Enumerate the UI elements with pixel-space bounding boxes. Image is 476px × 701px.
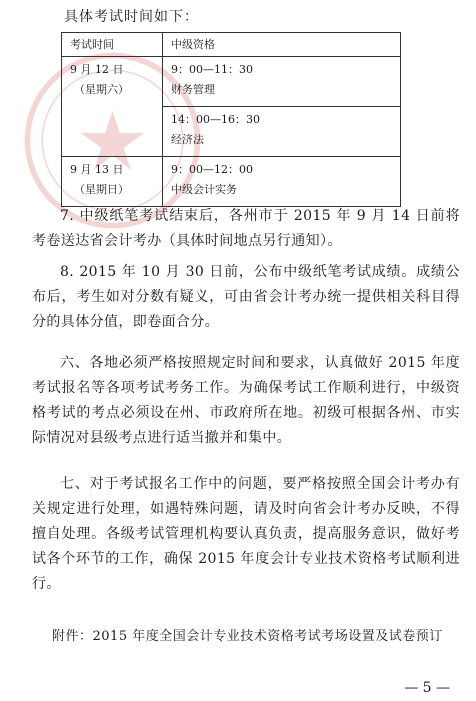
day1-session2 — [163, 107, 401, 157]
paragraph-section-7: 七、对于考试报名工作中的问题，要严格按照全国会计考办有关规定进行处理，如遇特殊问题，请及时向省会计考办反映，不得擅自处理。各级考试管理机构要认真负责，提高服务意识，做好考试各个环节的工作，确保 2015 年度会计专业技术资格考试顺利进行。 — [32, 476, 460, 592]
day1-date: 9 月 12 日 — [70, 63, 124, 77]
day1-session2-subject: 经济法 — [171, 133, 204, 147]
day1-cell — [62, 57, 163, 157]
day2-session1-time: 9：00—12：00 — [171, 163, 253, 177]
header-exam-time: 考试时间 — [62, 33, 163, 57]
schedule-intro: 具体考试时间如下： — [64, 9, 199, 25]
table-row — [62, 57, 401, 107]
attachment-line: 附件：2015 年度全国会计专业技术资格考试考场设置及试卷预订 — [52, 629, 443, 644]
day2-session1 — [163, 157, 401, 207]
page-number: — 5 — — [404, 680, 450, 696]
day1-weekday: （星期六） — [74, 83, 129, 97]
day1-session1-subject: 财务管理 — [171, 83, 215, 97]
day2-cell — [62, 157, 163, 207]
header-intermediate: 中级资格 — [163, 33, 401, 57]
table-header-row — [62, 33, 401, 57]
day2-session1-subject: 中级会计实务 — [171, 183, 237, 197]
day2-date: 9 月 13 日 — [70, 163, 124, 177]
day2-weekday: （星期日） — [74, 183, 129, 197]
exam-schedule-table — [61, 32, 401, 207]
day1-session1-time: 9：00—11：30 — [171, 63, 253, 77]
day1-session2-time: 14：00—16：30 — [171, 113, 260, 127]
paragraph-7: 7. 中级纸笔考试结束后，各州市于 2015 年 9 月 14 日前将考卷送达省会计考办（具体时间地点另行通知）。 — [32, 208, 460, 249]
paragraph-section-6: 六、各地必须严格按照规定时间和要求，认真做好 2015 年度考试报名等各项考试考务工作。为确保考试工作顺利进行，中级资格考试的考点必须设在州、市政府所在地。初级可根据各州、市实际情况对县级考点进行适当撤并和集中。 — [32, 355, 460, 446]
table-row — [62, 157, 401, 207]
day1-session1 — [163, 57, 401, 107]
paragraph-8: 8. 2015 年 10 月 30 日前，公布中级纸笔考试成绩。成绩公布后，考生如对分数有疑义，可由省会计考办统一提供相关科目得分的具体分值，即卷面合分。 — [32, 264, 460, 330]
